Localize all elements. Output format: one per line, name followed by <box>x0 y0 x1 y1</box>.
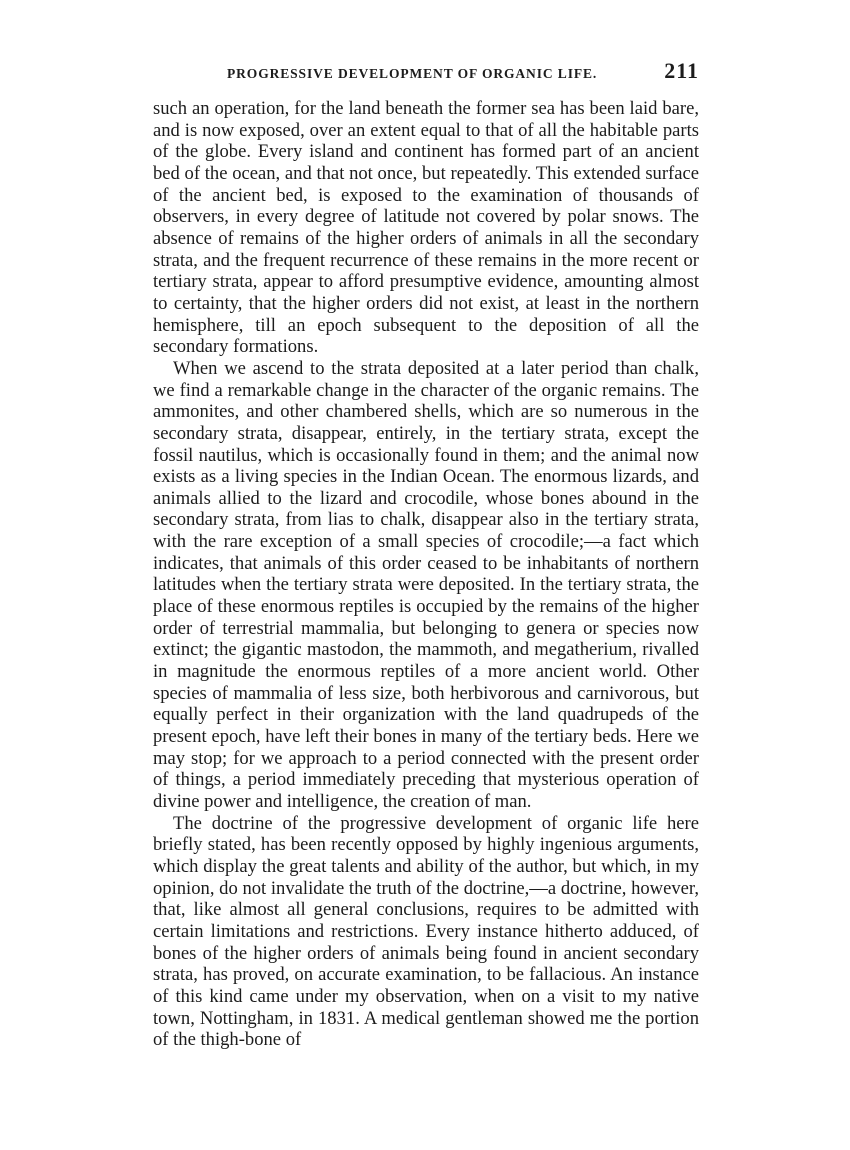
running-head <box>153 58 699 88</box>
book-page <box>153 58 699 1051</box>
page-number: 211 <box>664 58 699 83</box>
paragraph-tertiary-strata: When we ascend to the strata deposited at a later period than chalk, we find a remarkable change in the character of the organic remains. The ammonites, and other chambered shells, which are so numerous in the secondary strata, disappear, entirely, in the tertiary strata, except the fossil nautilus, which is occasionally found in them; and the animal now exists as a living species in the Indian Ocean. The enormous lizards, and animals allied to the lizard and crocodile, whose bones abound in the secondary strata, from lias to chalk, disappear also in the tertiary strata, with the rare exception of a small species of crocodile;—a fact which indicates, that animals of this order ceased to be inhabitants of northern latitudes when the tertiary strata were deposited. In the tertiary strata, the place of these enormous reptiles is occupied by the remains of the higher order of terrestrial mammalia, but belonging to genera or species now extinct; the gigantic mastodon, the mammoth, and megatherium, rivalled in magnitude the enormous reptiles of a more ancient world. Other species of mammalia of less size, both herbivorous and carnivorous, but equally perfect in their organization with the land quadrupeds of the present epoch, have left their bones in many of the tertiary beds. Here we may stop; for we approach to a period connected with the present order of things, a period immediately preceding that mysterious operation of divine power and intelligence, the creation of man. <box>153 357 699 812</box>
body-text <box>153 98 699 1051</box>
paragraph-continued: such an operation, for the land beneath the former sea has been laid bare, and is now exposed, over an extent equal to that of all the habitable parts of the globe. Every island and continent has formed part of an ancient bed of the ocean, and that not once, but repeatedly. This extended surface of the ancient bed, is exposed to the examination of thousands of observers, in every degree of latitude not covered by polar snows. The absence of remains of the higher orders of animals in all the secondary strata, and the frequent recurrence of these remains in the more recent or tertiary strata, appear to afford presumptive evidence, amounting almost to certainty, that the higher orders did not exist, at least in the northern hemisphere, till an epoch subsequent to the deposition of all the secondary formations. <box>153 98 699 358</box>
running-title: PROGRESSIVE DEVELOPMENT OF ORGANIC LIFE. <box>227 66 598 81</box>
paragraph-progressive-doctrine: The doctrine of the progressive development of organic life here briefly stated, has been recently opposed by highly ingenious arguments, which display the great talents and ability of the author, but which, in my opinion, do not invalidate the truth of the doctrine,—a doctrine, however, that, like almost all general conclusions, requires to be admitted with certain limitations and restrictions. Every instance hitherto adduced, of bones of the higher orders of animals being found in ancient secondary strata, has proved, on accurate examination, to be fallacious. An instance of this kind came under my observation, when on a visit to my native town, Nottingham, in 1831. A medical gentleman showed me the portion of the thigh-bone of <box>153 812 699 1051</box>
